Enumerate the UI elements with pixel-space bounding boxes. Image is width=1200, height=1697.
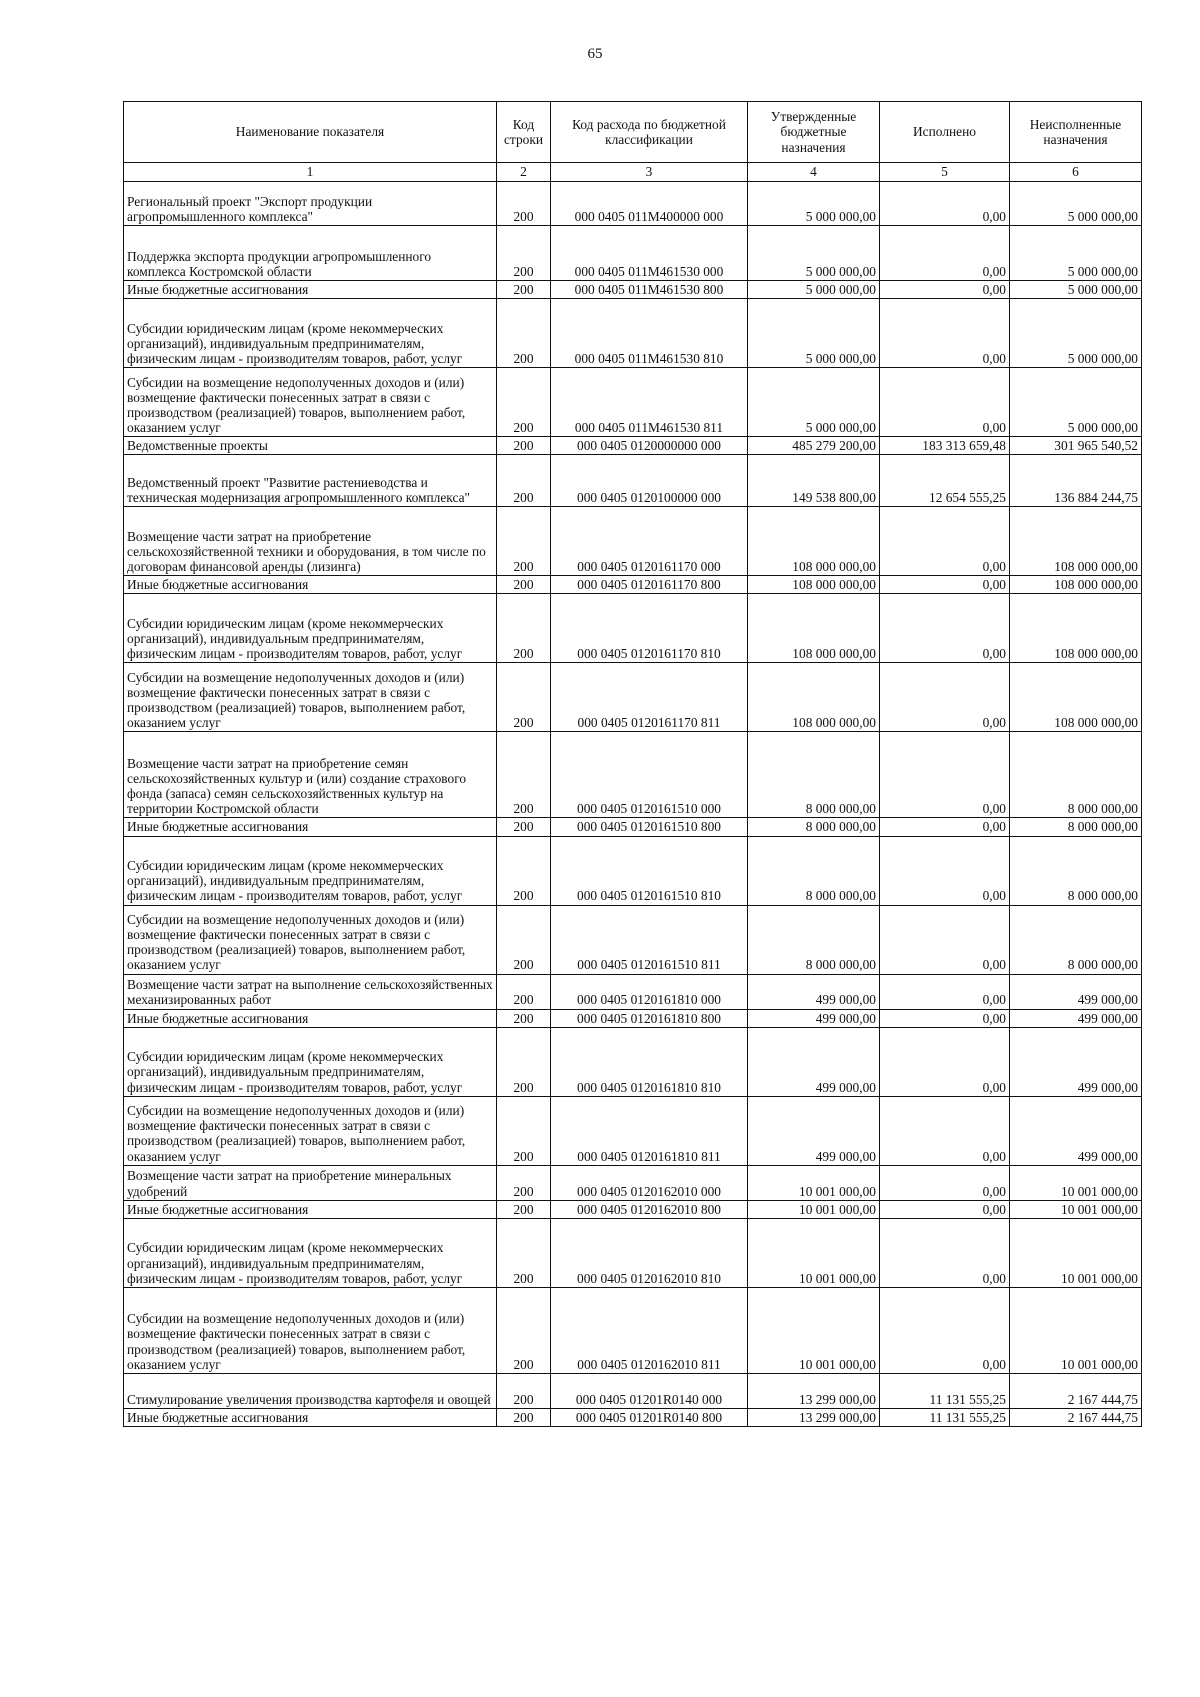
row-expense-code: 000 0405 0120161170 800 xyxy=(551,576,748,594)
row-unexecuted: 10 001 000,00 xyxy=(1010,1165,1142,1200)
row-line-code: 200 xyxy=(497,1009,551,1027)
row-executed: 0,00 xyxy=(880,1096,1010,1165)
header-line-code: Код строки xyxy=(497,102,551,163)
budget-execution-table xyxy=(123,101,1142,1427)
table-row xyxy=(124,1200,1142,1218)
row-name: Иные бюджетные ассигнования xyxy=(124,281,497,299)
table-row xyxy=(124,1287,1142,1373)
row-approved: 108 000 000,00 xyxy=(748,594,880,663)
table-row xyxy=(124,1408,1142,1426)
row-line-code: 200 xyxy=(497,1096,551,1165)
header-executed: Исполнено xyxy=(880,102,1010,163)
column-number: 1 xyxy=(124,163,497,182)
row-unexecuted: 301 965 540,52 xyxy=(1010,437,1142,455)
row-approved: 10 001 000,00 xyxy=(748,1200,880,1218)
row-executed: 0,00 xyxy=(880,576,1010,594)
row-line-code: 200 xyxy=(497,1287,551,1373)
row-executed: 0,00 xyxy=(880,836,1010,905)
row-name: Субсидии на возмещение недополученных доходов и (или) возмещение фактически понесенных затрат в связи с производством (реализацией) товаров, выполнением работ, оказанием услуг xyxy=(124,1096,497,1165)
table-row xyxy=(124,818,1142,836)
row-name: Субсидии юридическим лицам (кроме некоммерческих организаций), индивидуальным предпринимателям, физическим лицам - производителям товаров, работ, услуг xyxy=(124,1027,497,1096)
row-approved: 8 000 000,00 xyxy=(748,732,880,818)
row-approved: 108 000 000,00 xyxy=(748,576,880,594)
column-number: 4 xyxy=(748,163,880,182)
table-row xyxy=(124,182,1142,226)
row-expense-code: 000 0405 0120161170 810 xyxy=(551,594,748,663)
row-approved: 8 000 000,00 xyxy=(748,818,880,836)
row-name: Возмещение части затрат на выполнение сельскохозяйственных механизированных работ xyxy=(124,974,497,1009)
row-name: Стимулирование увеличения производства картофеля и овощей xyxy=(124,1373,497,1408)
row-executed: 0,00 xyxy=(880,974,1010,1009)
row-line-code: 200 xyxy=(497,836,551,905)
row-executed: 0,00 xyxy=(880,507,1010,576)
table-row xyxy=(124,1027,1142,1096)
row-approved: 108 000 000,00 xyxy=(748,507,880,576)
row-line-code: 200 xyxy=(497,1218,551,1287)
row-name: Иные бюджетные ассигнования xyxy=(124,576,497,594)
row-expense-code: 000 0405 011M461530 811 xyxy=(551,368,748,437)
column-number: 5 xyxy=(880,163,1010,182)
row-name: Возмещение части затрат на приобретение минеральных удобрений xyxy=(124,1165,497,1200)
table-row xyxy=(124,732,1142,818)
row-approved: 10 001 000,00 xyxy=(748,1287,880,1373)
row-name: Иные бюджетные ассигнования xyxy=(124,1200,497,1218)
row-unexecuted: 8 000 000,00 xyxy=(1010,836,1142,905)
table-row xyxy=(124,974,1142,1009)
row-approved: 5 000 000,00 xyxy=(748,299,880,368)
row-approved: 149 538 800,00 xyxy=(748,455,880,507)
row-executed: 12 654 555,25 xyxy=(880,455,1010,507)
row-approved: 13 299 000,00 xyxy=(748,1408,880,1426)
row-name: Иные бюджетные ассигнования xyxy=(124,818,497,836)
row-line-code: 200 xyxy=(497,455,551,507)
column-number-row xyxy=(124,163,1142,182)
row-unexecuted: 2 167 444,75 xyxy=(1010,1408,1142,1426)
table-row xyxy=(124,1096,1142,1165)
header-row xyxy=(124,102,1142,163)
row-unexecuted: 108 000 000,00 xyxy=(1010,507,1142,576)
row-name: Ведомственные проекты xyxy=(124,437,497,455)
table-row xyxy=(124,455,1142,507)
row-executed: 0,00 xyxy=(880,594,1010,663)
row-expense-code: 000 0405 0120161810 811 xyxy=(551,1096,748,1165)
row-unexecuted: 108 000 000,00 xyxy=(1010,594,1142,663)
row-expense-code: 000 0405 0120000000 000 xyxy=(551,437,748,455)
header-name: Наименование показателя xyxy=(124,102,497,163)
row-approved: 5 000 000,00 xyxy=(748,368,880,437)
table-row xyxy=(124,576,1142,594)
row-expense-code: 000 0405 0120161510 811 xyxy=(551,905,748,974)
row-approved: 499 000,00 xyxy=(748,1009,880,1027)
row-line-code: 200 xyxy=(497,818,551,836)
row-executed: 0,00 xyxy=(880,1165,1010,1200)
row-approved: 499 000,00 xyxy=(748,1027,880,1096)
row-approved: 499 000,00 xyxy=(748,1096,880,1165)
row-expense-code: 000 0405 0120161170 000 xyxy=(551,507,748,576)
row-expense-code: 000 0405 011M461530 800 xyxy=(551,281,748,299)
row-unexecuted: 5 000 000,00 xyxy=(1010,299,1142,368)
row-expense-code: 000 0405 0120161510 810 xyxy=(551,836,748,905)
row-unexecuted: 8 000 000,00 xyxy=(1010,905,1142,974)
table-body xyxy=(124,182,1142,1427)
row-unexecuted: 499 000,00 xyxy=(1010,1096,1142,1165)
table-row xyxy=(124,1165,1142,1200)
row-expense-code: 000 0405 0120162010 810 xyxy=(551,1218,748,1287)
table-row xyxy=(124,226,1142,281)
row-name: Иные бюджетные ассигнования xyxy=(124,1009,497,1027)
row-unexecuted: 5 000 000,00 xyxy=(1010,226,1142,281)
row-unexecuted: 8 000 000,00 xyxy=(1010,732,1142,818)
row-unexecuted: 8 000 000,00 xyxy=(1010,818,1142,836)
column-number: 6 xyxy=(1010,163,1142,182)
header-unexecuted: Неисполненные назначения xyxy=(1010,102,1142,163)
row-executed: 11 131 555,25 xyxy=(880,1408,1010,1426)
row-executed: 11 131 555,25 xyxy=(880,1373,1010,1408)
row-expense-code: 000 0405 0120161810 000 xyxy=(551,974,748,1009)
table-row xyxy=(124,594,1142,663)
row-expense-code: 000 0405 0120161510 000 xyxy=(551,732,748,818)
row-unexecuted: 10 001 000,00 xyxy=(1010,1200,1142,1218)
row-line-code: 200 xyxy=(497,368,551,437)
table-row xyxy=(124,368,1142,437)
row-name: Иные бюджетные ассигнования xyxy=(124,1408,497,1426)
row-unexecuted: 5 000 000,00 xyxy=(1010,182,1142,226)
row-name: Субсидии юридическим лицам (кроме некоммерческих организаций), индивидуальным предпринимателям, физическим лицам - производителям товаров, работ, услуг xyxy=(124,299,497,368)
row-line-code: 200 xyxy=(497,1200,551,1218)
row-expense-code: 000 0405 011M400000 000 xyxy=(551,182,748,226)
row-line-code: 200 xyxy=(497,663,551,732)
row-expense-code: 000 0405 0120161510 800 xyxy=(551,818,748,836)
row-approved: 13 299 000,00 xyxy=(748,1373,880,1408)
row-unexecuted: 499 000,00 xyxy=(1010,1009,1142,1027)
row-executed: 0,00 xyxy=(880,368,1010,437)
row-approved: 5 000 000,00 xyxy=(748,281,880,299)
row-approved: 5 000 000,00 xyxy=(748,182,880,226)
row-name: Субсидии юридическим лицам (кроме некоммерческих организаций), индивидуальным предпринимателям, физическим лицам - производителям товаров, работ, услуг xyxy=(124,594,497,663)
row-executed: 0,00 xyxy=(880,1009,1010,1027)
row-line-code: 200 xyxy=(497,226,551,281)
table-row xyxy=(124,281,1142,299)
row-executed: 0,00 xyxy=(880,299,1010,368)
row-unexecuted: 5 000 000,00 xyxy=(1010,368,1142,437)
row-line-code: 200 xyxy=(497,1408,551,1426)
row-executed: 0,00 xyxy=(880,1027,1010,1096)
row-unexecuted: 2 167 444,75 xyxy=(1010,1373,1142,1408)
row-executed: 183 313 659,48 xyxy=(880,437,1010,455)
row-unexecuted: 10 001 000,00 xyxy=(1010,1287,1142,1373)
row-executed: 0,00 xyxy=(880,1218,1010,1287)
row-name: Региональный проект "Экспорт продукции агропромышленного комплекса" xyxy=(124,182,497,226)
row-unexecuted: 499 000,00 xyxy=(1010,974,1142,1009)
row-line-code: 200 xyxy=(497,1165,551,1200)
row-expense-code: 000 0405 0120162010 811 xyxy=(551,1287,748,1373)
row-name: Поддержка экспорта продукции агропромышленного комплекса Костромской области xyxy=(124,226,497,281)
row-unexecuted: 136 884 244,75 xyxy=(1010,455,1142,507)
row-name: Возмещение части затрат на приобретение сельскохозяйственной техники и оборудования, в том числе по договорам финансовой аренды (лизинга) xyxy=(124,507,497,576)
row-approved: 499 000,00 xyxy=(748,974,880,1009)
table-row xyxy=(124,663,1142,732)
row-expense-code: 000 0405 01201R0140 000 xyxy=(551,1373,748,1408)
header-approved: Утвержденные бюджетные назначения xyxy=(748,102,880,163)
row-expense-code: 000 0405 0120161810 810 xyxy=(551,1027,748,1096)
row-name: Субсидии юридическим лицам (кроме некоммерческих организаций), индивидуальным предпринимателям, физическим лицам - производителям товаров, работ, услуг xyxy=(124,1218,497,1287)
row-line-code: 200 xyxy=(497,281,551,299)
row-name: Субсидии юридическим лицам (кроме некоммерческих организаций), индивидуальным предпринимателям, физическим лицам - производителям товаров, работ, услуг xyxy=(124,836,497,905)
row-executed: 0,00 xyxy=(880,226,1010,281)
row-executed: 0,00 xyxy=(880,663,1010,732)
table-row xyxy=(124,299,1142,368)
row-expense-code: 000 0405 01201R0140 800 xyxy=(551,1408,748,1426)
row-line-code: 200 xyxy=(497,732,551,818)
row-line-code: 200 xyxy=(497,182,551,226)
row-line-code: 200 xyxy=(497,437,551,455)
row-unexecuted: 5 000 000,00 xyxy=(1010,281,1142,299)
row-name: Ведомственный проект "Развитие растениеводства и техническая модернизация агропромышленного комплекса" xyxy=(124,455,497,507)
row-name: Субсидии на возмещение недополученных доходов и (или) возмещение фактически понесенных затрат в связи с производством (реализацией) товаров, выполнением работ, оказанием услуг xyxy=(124,368,497,437)
row-approved: 108 000 000,00 xyxy=(748,663,880,732)
page-number: 65 xyxy=(587,46,603,62)
column-number: 3 xyxy=(551,163,748,182)
row-executed: 0,00 xyxy=(880,1200,1010,1218)
row-unexecuted: 499 000,00 xyxy=(1010,1027,1142,1096)
row-executed: 0,00 xyxy=(880,182,1010,226)
row-name: Возмещение части затрат на приобретение семян сельскохозяйственных культур и (или) создание страхового фонда (запаса) семян сельскохозяйственных культур на территории Костромской области xyxy=(124,732,497,818)
table-row xyxy=(124,507,1142,576)
row-name: Субсидии на возмещение недополученных доходов и (или) возмещение фактически понесенных затрат в связи с производством (реализацией) товаров, выполнением работ, оказанием услуг xyxy=(124,1287,497,1373)
row-approved: 10 001 000,00 xyxy=(748,1218,880,1287)
row-expense-code: 000 0405 011M461530 810 xyxy=(551,299,748,368)
row-expense-code: 000 0405 0120162010 000 xyxy=(551,1165,748,1200)
row-line-code: 200 xyxy=(497,974,551,1009)
table-row xyxy=(124,1373,1142,1408)
row-name: Субсидии на возмещение недополученных доходов и (или) возмещение фактически понесенных затрат в связи с производством (реализацией) товаров, выполнением работ, оказанием услуг xyxy=(124,905,497,974)
row-unexecuted: 108 000 000,00 xyxy=(1010,663,1142,732)
header-expense-code: Код расхода по бюджетной классификации xyxy=(551,102,748,163)
row-name: Субсидии на возмещение недополученных доходов и (или) возмещение фактически понесенных затрат в связи с производством (реализацией) товаров, выполнением работ, оказанием услуг xyxy=(124,663,497,732)
row-approved: 10 001 000,00 xyxy=(748,1165,880,1200)
row-approved: 5 000 000,00 xyxy=(748,226,880,281)
row-line-code: 200 xyxy=(497,507,551,576)
row-approved: 8 000 000,00 xyxy=(748,905,880,974)
row-line-code: 200 xyxy=(497,299,551,368)
row-executed: 0,00 xyxy=(880,818,1010,836)
row-line-code: 200 xyxy=(497,1027,551,1096)
column-number: 2 xyxy=(497,163,551,182)
row-approved: 8 000 000,00 xyxy=(748,836,880,905)
table-row xyxy=(124,437,1142,455)
table-row xyxy=(124,1218,1142,1287)
row-line-code: 200 xyxy=(497,594,551,663)
row-executed: 0,00 xyxy=(880,732,1010,818)
table-row xyxy=(124,836,1142,905)
table-row xyxy=(124,905,1142,974)
row-executed: 0,00 xyxy=(880,281,1010,299)
row-line-code: 200 xyxy=(497,1373,551,1408)
row-expense-code: 000 0405 0120162010 800 xyxy=(551,1200,748,1218)
row-line-code: 200 xyxy=(497,905,551,974)
row-expense-code: 000 0405 0120100000 000 xyxy=(551,455,748,507)
row-approved: 485 279 200,00 xyxy=(748,437,880,455)
row-expense-code: 000 0405 0120161170 811 xyxy=(551,663,748,732)
row-expense-code: 000 0405 0120161810 800 xyxy=(551,1009,748,1027)
table-row xyxy=(124,1009,1142,1027)
row-expense-code: 000 0405 011M461530 000 xyxy=(551,226,748,281)
row-unexecuted: 10 001 000,00 xyxy=(1010,1218,1142,1287)
row-line-code: 200 xyxy=(497,576,551,594)
row-unexecuted: 108 000 000,00 xyxy=(1010,576,1142,594)
row-executed: 0,00 xyxy=(880,905,1010,974)
row-executed: 0,00 xyxy=(880,1287,1010,1373)
